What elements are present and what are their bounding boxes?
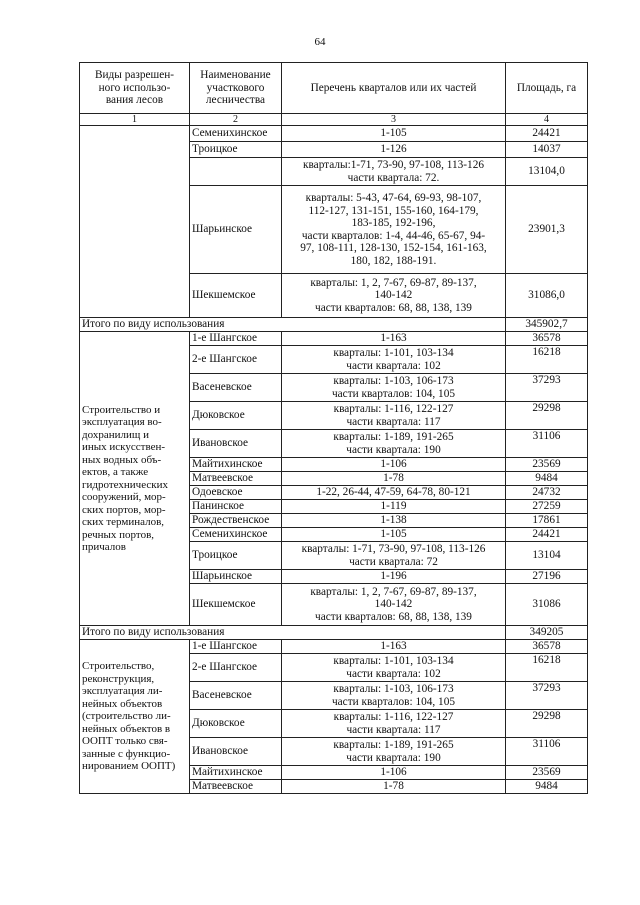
forestry-name: 2-е Шангское [190,654,282,682]
area-value: 31086,0 [506,274,588,318]
area-value: 29298 [506,402,588,430]
quarters-list: 1-196 [282,570,506,584]
header-use-type: Виды разрешен- ного использо- вания лесов [80,63,190,114]
area-value: 16218 [506,654,588,682]
forestry-name: Васеневское [190,374,282,402]
quarters-list: 1-106 [282,766,506,780]
quarters-list: 1-119 [282,500,506,514]
quarters-list: 1-138 [282,514,506,528]
area-value: 27259 [506,500,588,514]
use-type-cell: Строительство, реконструкция, эксплуатация ли- нейных объектов (строительство ли- нейных объектов в ООПТ только свя- занные с функцио- нированием ООПТ) [80,640,190,794]
area-value: 31106 [506,738,588,766]
forestry-name [190,158,282,186]
forestry-name: Шекшемское [190,584,282,626]
quarters-list: кварталы: 5-43, 47-64, 69-93, 98-107, 112-127, 131-151, 155-160, 164-179, 183-185, 192-196, части кварталов: 1-4, 44-46, 65-67, 94- 97, 108-111, 128-130, 152-154, 161-163, 180, 182, 188-191. [282,186,506,274]
forestry-name: Майтихинское [190,458,282,472]
forestry-name: 2-е Шангское [190,346,282,374]
area-value: 27196 [506,570,588,584]
header-forestry-name: Наименование участкового лесничества [190,63,282,114]
quarters-list: кварталы: 1, 2, 7-67, 69-87, 89-137, 140-142 части кварталов: 68, 88, 138, 139 [282,274,506,318]
area-value: 14037 [506,142,588,158]
quarters-list: 1-105 [282,126,506,142]
quarters-list: кварталы: 1, 2, 7-67, 69-87, 89-137, 140-142 части кварталов: 68, 88, 138, 139 [282,584,506,626]
area-value: 37293 [506,374,588,402]
quarters-list: кварталы: 1-103, 106-173 части кварталов: 104, 105 [282,374,506,402]
total-row [80,626,588,640]
forestry-name: Рождественское [190,514,282,528]
forestry-name: Дюковское [190,402,282,430]
area-value: 24421 [506,528,588,542]
area-value: 31106 [506,430,588,458]
forestry-name: Шекшемское [190,274,282,318]
area-value: 24732 [506,486,588,500]
quarters-list: 1-163 [282,332,506,346]
total-label: Итого по виду использования [80,626,506,640]
column-number-row [80,114,588,126]
table-row [80,126,588,142]
forest-use-table [79,62,588,794]
forestry-name: Дюковское [190,710,282,738]
area-value: 13104 [506,542,588,570]
quarters-list: 1-105 [282,528,506,542]
area-value: 16218 [506,346,588,374]
area-value: 37293 [506,682,588,710]
quarters-list: 1-126 [282,142,506,158]
area-value: 23569 [506,458,588,472]
quarters-list: кварталы: 1-116, 122-127 части квартала: 117 [282,402,506,430]
quarters-list: 1-163 [282,640,506,654]
forestry-name: Ивановское [190,738,282,766]
total-row [80,318,588,332]
total-value: 349205 [506,626,588,640]
forestry-name: Шарьинское [190,186,282,274]
forestry-name: Матвеевское [190,472,282,486]
area-value: 24421 [506,126,588,142]
column-number: 2 [190,114,282,126]
area-value: 31086 [506,584,588,626]
quarters-list: 1-22, 26-44, 47-59, 64-78, 80-121 [282,486,506,500]
table-row [80,332,588,346]
table-header-row [80,63,588,114]
forestry-name: Шарьинское [190,570,282,584]
use-type-cell: Строительство и эксплуатация во- дохранилищ и иных искусствен- ных водных объ- ектов, а также гидротехнических сооружений, мор- ских портов, мор- ских терминалов, речных портов, причалов [80,332,190,626]
quarters-list: кварталы: 1-71, 73-90, 97-108, 113-126 части квартала: 72 [282,542,506,570]
header-area: Площадь, га [506,63,588,114]
forestry-name: Семенихинское [190,126,282,142]
area-value: 9484 [506,472,588,486]
forestry-name: Троицкое [190,542,282,570]
area-value: 29298 [506,710,588,738]
forestry-name: 1-е Шангское [190,640,282,654]
forestry-name: 1-е Шангское [190,332,282,346]
use-type-cell [80,126,190,318]
forestry-name: Одоевское [190,486,282,500]
page-number: 64 [314,36,326,48]
forestry-name: Васеневское [190,682,282,710]
column-number: 3 [282,114,506,126]
area-value: 23569 [506,766,588,780]
forestry-name: Майтихинское [190,766,282,780]
quarters-list: кварталы:1-71, 73-90, 97-108, 113-126 части квартала: 72. [282,158,506,186]
quarters-list: кварталы: 1-103, 106-173 части кварталов: 104, 105 [282,682,506,710]
area-value: 36578 [506,640,588,654]
column-number: 1 [80,114,190,126]
forestry-name: Троицкое [190,142,282,158]
total-label: Итого по виду использования [80,318,506,332]
forestry-name: Ивановское [190,430,282,458]
area-value: 36578 [506,332,588,346]
column-number: 4 [506,114,588,126]
header-quarters: Перечень кварталов или их частей [282,63,506,114]
quarters-list: 1-106 [282,458,506,472]
area-value: 13104,0 [506,158,588,186]
quarters-list: кварталы: 1-101, 103-134 части квартала: 102 [282,654,506,682]
area-value: 9484 [506,780,588,794]
area-value: 17861 [506,514,588,528]
area-value: 23901,3 [506,186,588,274]
forestry-name: Семенихинское [190,528,282,542]
quarters-list: кварталы: 1-189, 191-265 части квартала: 190 [282,738,506,766]
forestry-name: Панинское [190,500,282,514]
quarters-list: кварталы: 1-189, 191-265 части квартала: 190 [282,430,506,458]
table-row [80,640,588,654]
forestry-name: Матвеевское [190,780,282,794]
quarters-list: кварталы: 1-116, 122-127 части квартала: 117 [282,710,506,738]
quarters-list: 1-78 [282,472,506,486]
quarters-list: 1-78 [282,780,506,794]
total-value: 345902,7 [506,318,588,332]
quarters-list: кварталы: 1-101, 103-134 части квартала: 102 [282,346,506,374]
